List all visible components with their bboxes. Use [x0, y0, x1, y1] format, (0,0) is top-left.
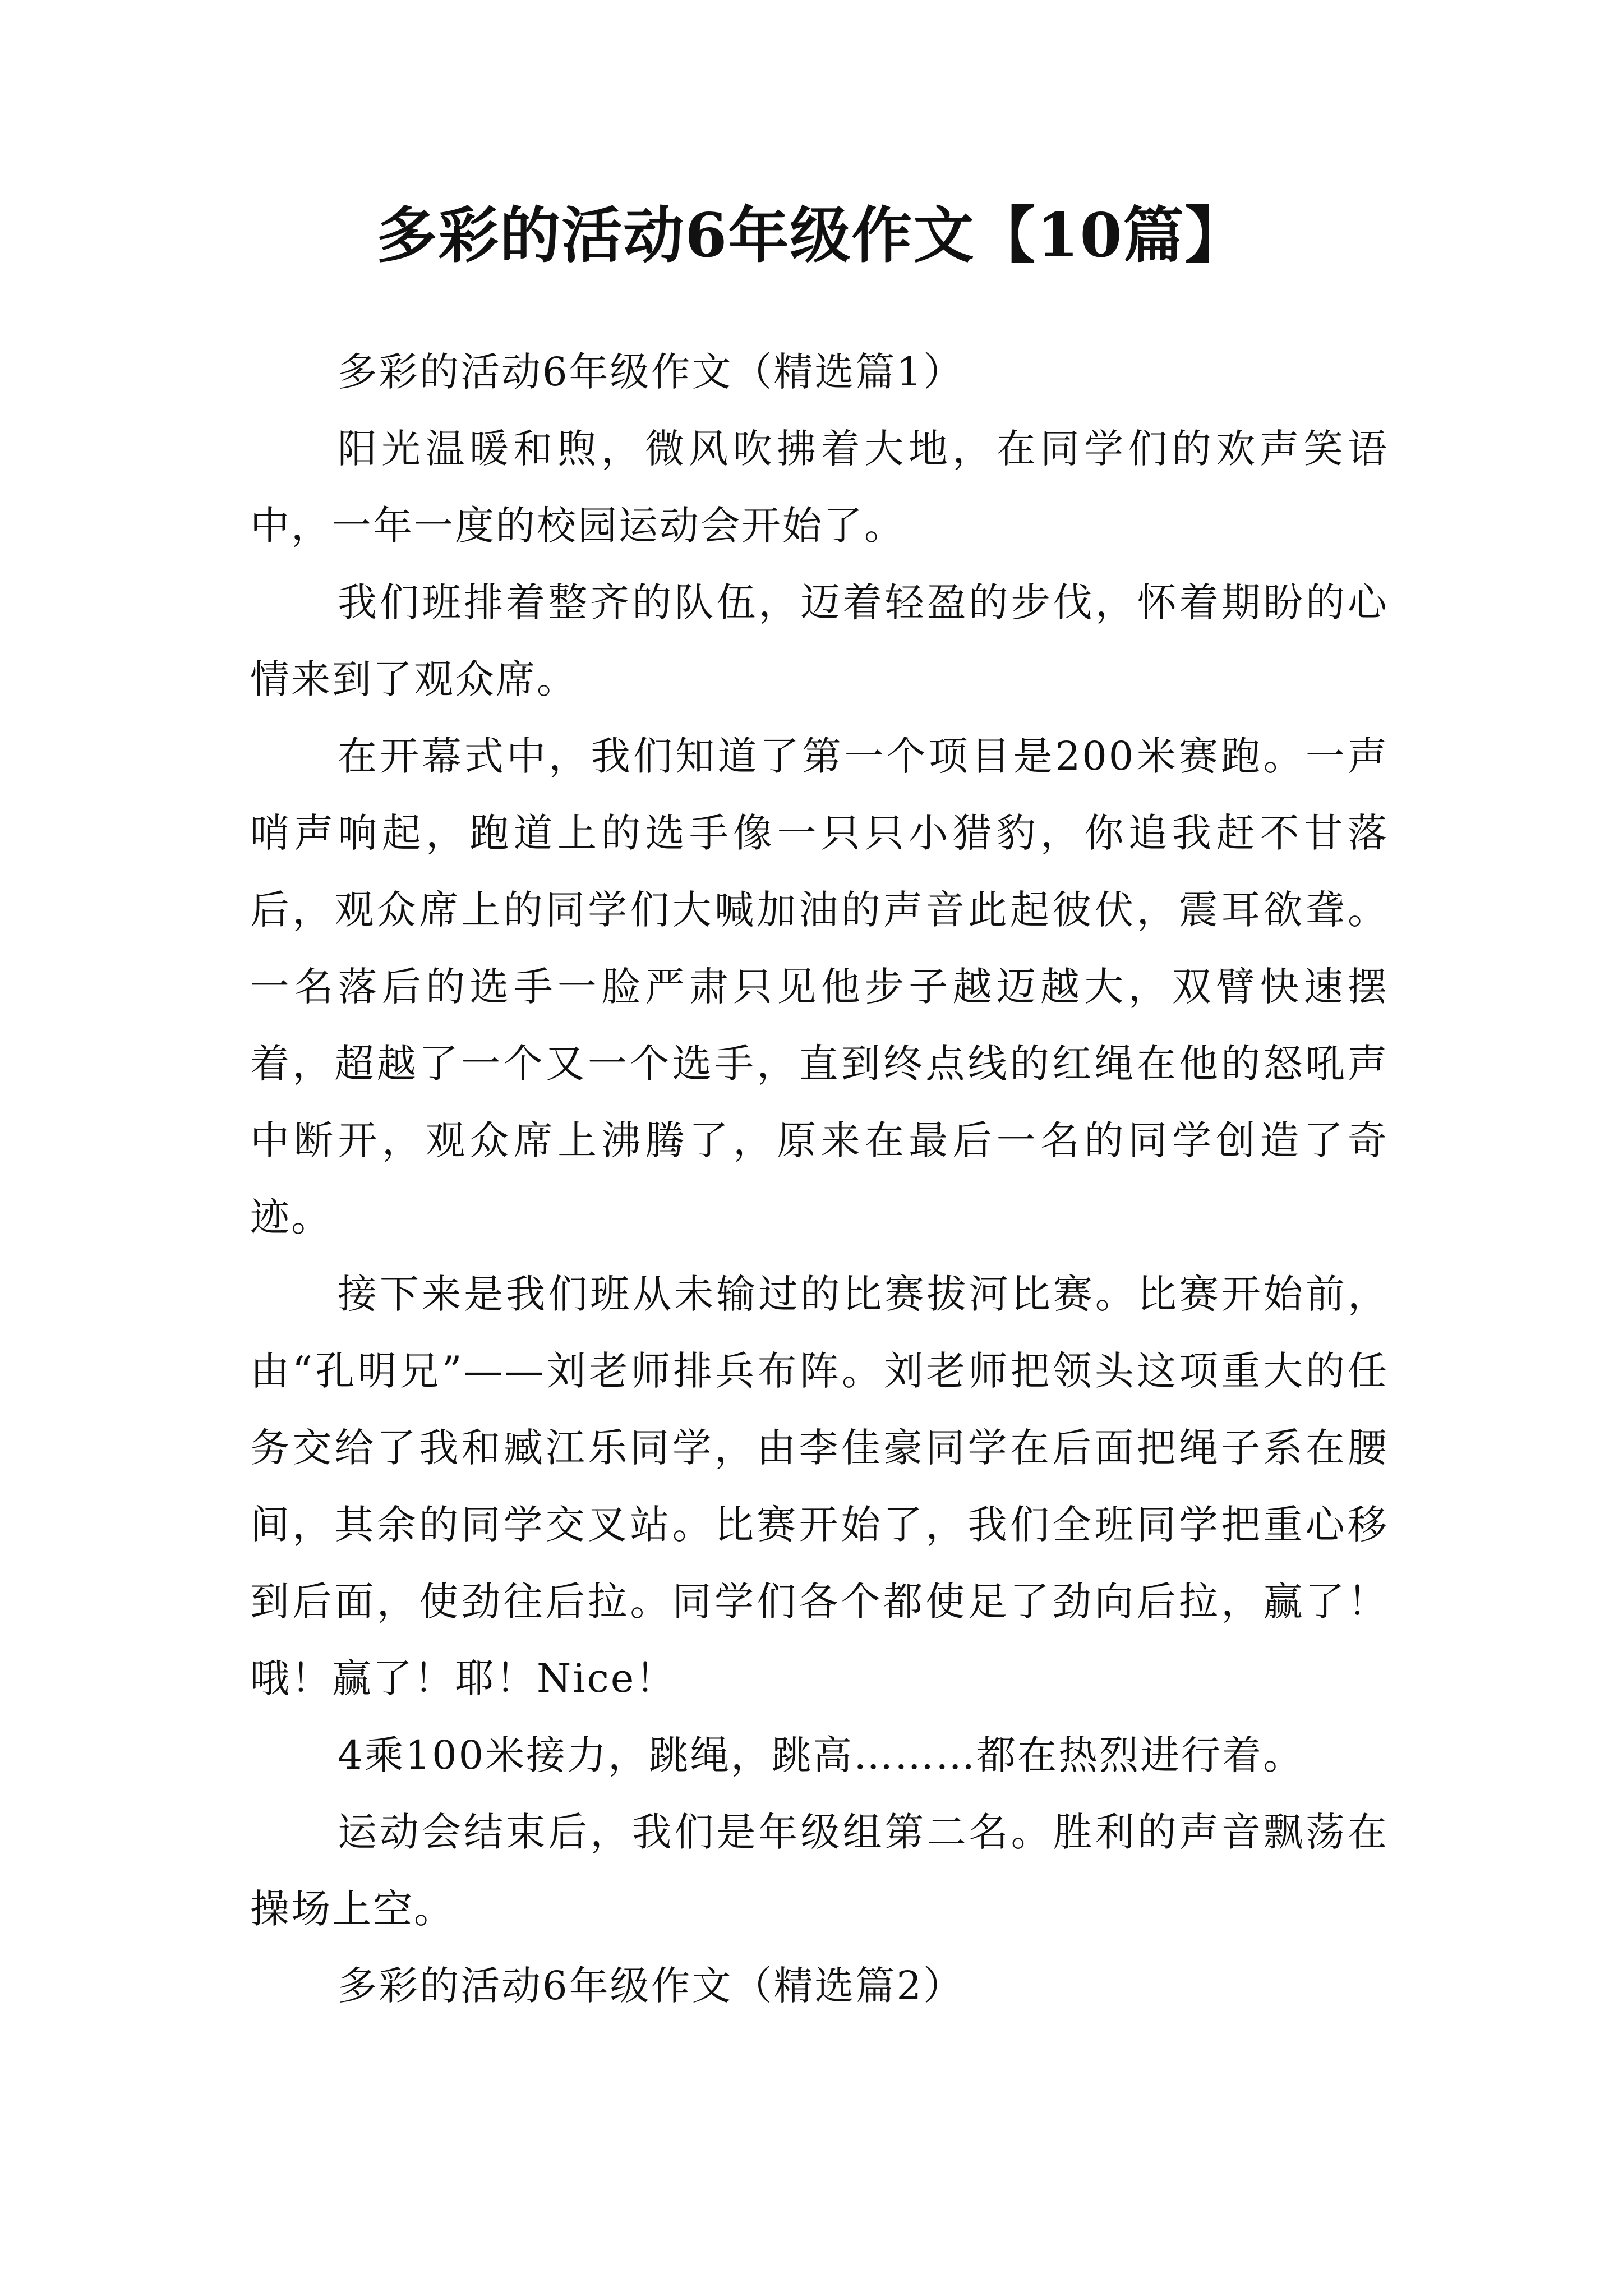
section-heading: 多彩的活动6年级作文（精选篇2）: [338, 1963, 965, 2009]
section-heading: 多彩的活动6年级作文（精选篇1）: [338, 349, 965, 395]
document-title: 多彩的活动6年级作文【10篇】: [376, 200, 1247, 271]
paragraph: 运动会结束后，我们是年级组第二名。胜利的声音飘荡在操场上空。: [250, 1809, 1389, 1932]
paragraph: 阳光温暖和煦，微风吹拂着大地，在同学们的欢声笑语中，一年一度的校园运动会开始了。: [250, 426, 1389, 549]
paragraph: 我们班排着整齐的队伍，迈着轻盈的步伐，怀着期盼的心情来到了观众席。: [250, 579, 1389, 702]
paragraph: 4乘100米接力，跳绳，跳高………都在热烈进行着。: [338, 1732, 1304, 1778]
paragraph: 在开幕式中，我们知道了第一个项目是200米赛跑。一声哨声响起，跑道上的选手像一只只小猎豹，你追我赶不甘落后，观众席上的同学们大喊加油的声音此起彼伏，震耳欲聋。一名落后的选手一脸严肃只见他步子越迈越大，双臂快速摆着，超越了一个又一个选手，直到终点线的红绳在他的怒吼声中断开，观众席上沸腾了，原来在最后一名的同学创造了奇迹。: [250, 733, 1389, 1240]
paragraph: 接下来是我们班从未输过的比赛拔河比赛。比赛开始前，由“孔明兄”——刘老师排兵布阵。刘老师把领头这项重大的任务交给了我和臧江乐同学，由李佳豪同学在后面把绳子系在腰间，其余的同学交叉站。比赛开始了，我们全班同学把重心移到后面，使劲往后拉。同学们各个都使足了劲向后拉，赢了！哦！赢了！耶！Nice！: [250, 1271, 1389, 1701]
document-body: [250, 334, 1389, 2024]
